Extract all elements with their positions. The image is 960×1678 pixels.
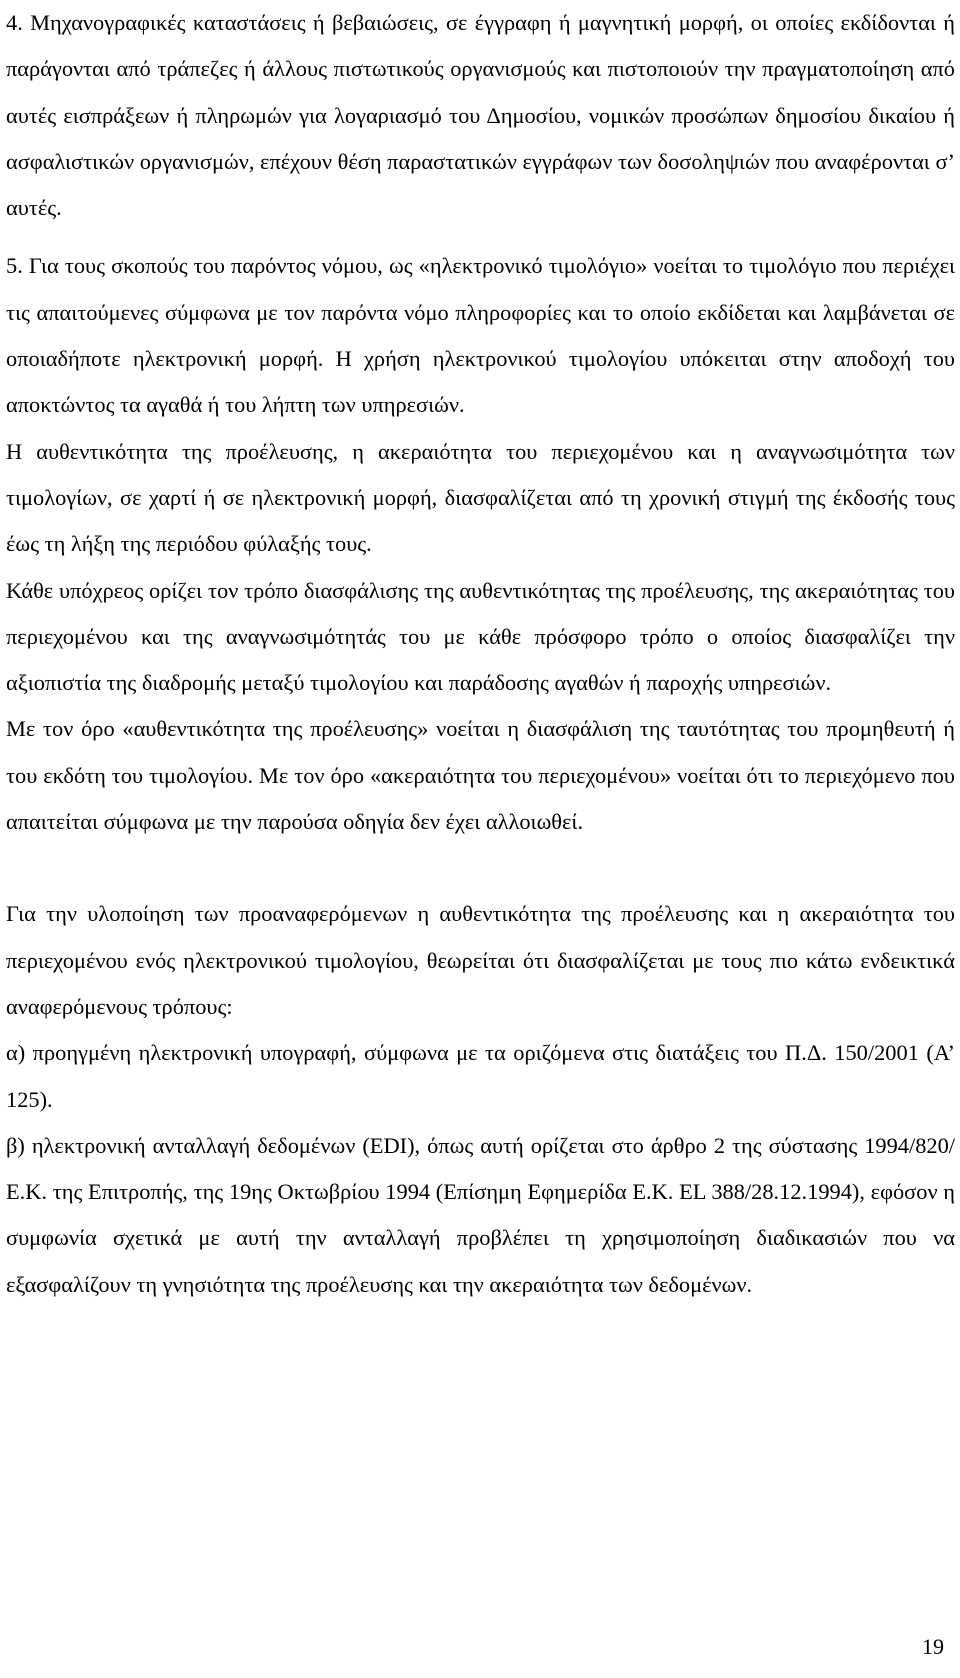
paragraph-definitions: Με τον όρο «αυθεντικότητα της προέλευσης» νοείται η διασφάλιση της ταυτότητας του προμηθευτή ή του εκδότη του τιμολογίου. Με τον όρο «ακεραιότητα του περιεχομένου» νοείται ότι το περιεχόμενο που απαιτείται σύμφωνα με την παρούσα οδηγία δεν έχει αλλοιωθεί.	[6, 716, 955, 835]
page-number: 19	[922, 1634, 944, 1659]
paragraph-spacer	[6, 845, 955, 891]
paragraph-implementation: Για την υλοποίηση των προαναφερόμενων η αυθεντικότητα της προέλευσης και η ακεραιότητα του περιεχομένου ενός ηλεκτρονικού τιμολογίου, θεωρείται ότι διασφαλίζεται με τους πιο κάτω ενδεικτικά αναφερόμενους τρόπους:	[6, 901, 955, 1019]
paragraph-item-4: 4. Μηχανογραφικές καταστάσεις ή βεβαιώσεις, σε έγγραφη ή μαγνητική μορφή, οι οποίες εκδίδονται ή παράγονται από τράπεζες ή άλλους πιστωτικούς οργανισμούς και πιστοποιούν την πραγματοποίηση από αυτές εισπράξεων ή πληρωμών για λογαριασμό του Δημοσίου, νομικών προσώπων δημοσίου δικαίου ή ασφαλιστικών οργανισμών, επέχουν θέση παραστατικών εγγράφων των δοσοληψιών που αναφέρονται σ’ αυτές.	[6, 10, 955, 221]
document-page	[6, 0, 955, 1308]
paragraph-item-5: 5. Για τους σκοπούς του παρόντος νόμου, ως «ηλεκτρονικό τιμολόγιο» νοείται το τιμολόγιο που περιέχει τις απαιτούμενες σύμφωνα με τον παρόντα νόμο πληροφορίες και το οποίο εκδίδεται και λαμβάνεται σε οποιαδήποτε ηλεκτρονική μορφή. Η χρήση ηλεκτρονικού τιμολογίου υπόκειται στην αποδοχή του αποκτώντος τα αγαθά ή του λήπτη των υπηρεσιών.	[6, 253, 955, 418]
paragraph-authenticity: Η αυθεντικότητα της προέλευσης, η ακεραιότητα του περιεχομένου και η αναγνωσιμότητα των τιμολογίων, σε χαρτί ή σε ηλεκτρονική μορφή, διασφαλίζεται από τη χρονική στιγμή της έκδοσής τους έως τη λήξη της περιόδου φύλαξής τους.	[6, 438, 955, 557]
list-item-b: β) ηλεκτρονική ανταλλαγή δεδομένων (EDI), όπως αυτή ορίζεται στο άρθρο 2 της σύστασης 1994/820/Ε.Κ. της Επιτροπής, της 19ης Οκτωβρίου 1994 (Επίσημη Εφημερίδα Ε.Κ. EL 388/28.12.1994), εφόσον η συμφωνία σχετικά με αυτή την ανταλλαγή προβλέπει τη χρησιμοποίηση διαδικασιών που να εξασφαλίζουν τη γνησιότητα της προέλευσης και την ακεραιότητα των δεδομένων.	[6, 1132, 955, 1297]
list-item-a: α) προηγμένη ηλεκτρονική υπογραφή, σύμφωνα με τα οριζόμενα στις διατάξεις του Π.Δ. 150/2001 (Α’ 125).	[6, 1040, 955, 1112]
paragraph-spacer	[6, 231, 955, 243]
paragraph-obligation: Κάθε υπόχρεος ορίζει τον τρόπο διασφάλισης της αυθεντικότητας της προέλευσης, της ακεραιότητας του περιεχομένου και της αναγνωσιμότητάς του με κάθε πρόσφορο τρόπο ο οποίος διασφαλίζει την αξιοπιστία της διαδρομής μεταξύ τιμολογίου και παράδοσης αγαθών ή παροχής υπηρεσιών.	[6, 577, 955, 696]
